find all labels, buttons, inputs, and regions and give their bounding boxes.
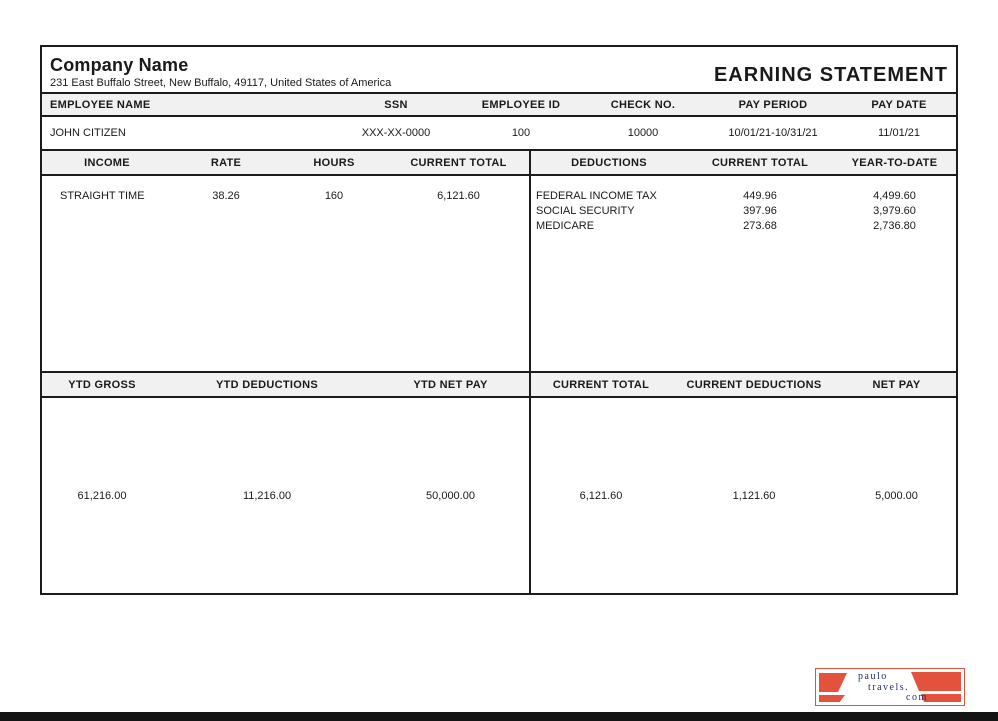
summary-values-left	[42, 398, 531, 593]
company-header	[42, 47, 956, 94]
income-table-body	[42, 176, 531, 371]
deduction-current: 397.96	[743, 205, 777, 217]
earnings-table-body	[42, 176, 956, 373]
value-net-pay: 5,000.00	[875, 489, 918, 502]
header-ytd-net-pay: YTD NET PAY	[413, 378, 488, 391]
income-current-total: 6,121.60	[437, 190, 480, 202]
deductions-table-header	[531, 151, 956, 174]
logo-text-paulo: paulo	[858, 671, 888, 682]
logo-left-shape-icon	[819, 673, 847, 692]
value-ytd-net-pay: 50,000.00	[426, 489, 475, 502]
value-ssn: XXX-XX-0000	[361, 127, 431, 139]
deduction-current: 449.96	[743, 190, 777, 202]
company-block	[50, 55, 391, 89]
income-row	[42, 176, 529, 202]
header-hours: HOURS	[313, 156, 355, 169]
logo-left-strip-icon	[819, 695, 845, 702]
logo-text-com: com	[906, 692, 928, 703]
deduction-name: MEDICARE	[536, 220, 595, 232]
summary-header-right	[531, 373, 956, 396]
employee-info-values-row	[42, 117, 956, 151]
income-type: STRAIGHT TIME	[60, 190, 145, 202]
bottom-bar	[0, 712, 998, 721]
paulo-travels-logo	[815, 668, 965, 706]
deduction-row	[531, 189, 956, 204]
header-current-deductions: CURRENT DEDUCTIONS	[686, 378, 822, 391]
deductions-table-body	[531, 176, 956, 371]
header-ssn: SSN	[384, 98, 408, 111]
value-check-no: 10000	[627, 127, 659, 139]
header-current-total: CURRENT TOTAL	[410, 156, 507, 169]
header-pay-date: PAY DATE	[871, 98, 927, 111]
income-hours: 160	[324, 190, 344, 202]
header-ytd-deductions: YTD DEDUCTIONS	[216, 378, 318, 391]
deduction-name: FEDERAL INCOME TAX	[536, 190, 657, 202]
header-income: INCOME	[84, 156, 130, 169]
header-net-pay: NET PAY	[872, 378, 921, 391]
header-rate: RATE	[210, 156, 242, 169]
employee-info-header-row	[42, 94, 956, 117]
deduction-ytd: 4,499.60	[873, 190, 916, 202]
summary-header-row	[42, 373, 956, 398]
company-name: Company Name	[50, 55, 189, 75]
value-pay-period: 10/01/21-10/31/21	[728, 127, 818, 139]
income-table-header	[42, 151, 531, 174]
deduction-name: SOCIAL SECURITY	[536, 205, 635, 217]
earning-statement-document	[40, 45, 958, 595]
header-deductions: DEDUCTIONS	[571, 156, 647, 169]
value-pay-date: 11/01/21	[877, 127, 920, 139]
header-year-to-date: YEAR-TO-DATE	[851, 156, 938, 169]
value-summary-current-total: 6,121.60	[579, 489, 623, 502]
deduction-row	[531, 219, 956, 234]
value-ytd-gross: 61,216.00	[77, 489, 127, 502]
value-employee-name: JOHN CITIZEN	[50, 127, 126, 139]
statement-title: EARNING STATEMENT	[713, 64, 948, 86]
deduction-ytd: 3,979.60	[873, 205, 916, 217]
header-summary-current-total: CURRENT TOTAL	[552, 378, 650, 391]
company-address: 231 East Buffalo Street, New Buffalo, 49117, United States of America	[50, 77, 392, 89]
header-employee-id: EMPLOYEE ID	[481, 98, 561, 111]
header-pay-period: PAY PERIOD	[738, 98, 808, 111]
header-check-no: CHECK NO.	[610, 98, 676, 111]
value-ytd-deductions: 11,216.00	[242, 489, 292, 502]
header-deductions-current-total: CURRENT TOTAL	[711, 156, 809, 169]
header-employee-name: EMPLOYEE NAME	[50, 98, 151, 111]
income-rate: 38.26	[212, 190, 240, 202]
deduction-row	[531, 204, 956, 219]
logo-right-shape-icon	[911, 672, 961, 691]
deduction-current: 273.68	[743, 220, 777, 232]
deduction-ytd: 2,736.80	[873, 220, 916, 232]
earnings-table-header-row	[42, 151, 956, 176]
value-current-deductions: 1,121.60	[732, 489, 776, 502]
header-ytd-gross: YTD GROSS	[68, 378, 136, 391]
value-employee-id: 100	[511, 127, 531, 139]
summary-header-left	[42, 373, 531, 396]
logo-text-travels: travels.	[868, 682, 910, 693]
summary-values-row	[42, 398, 956, 593]
summary-values-right	[531, 398, 956, 593]
